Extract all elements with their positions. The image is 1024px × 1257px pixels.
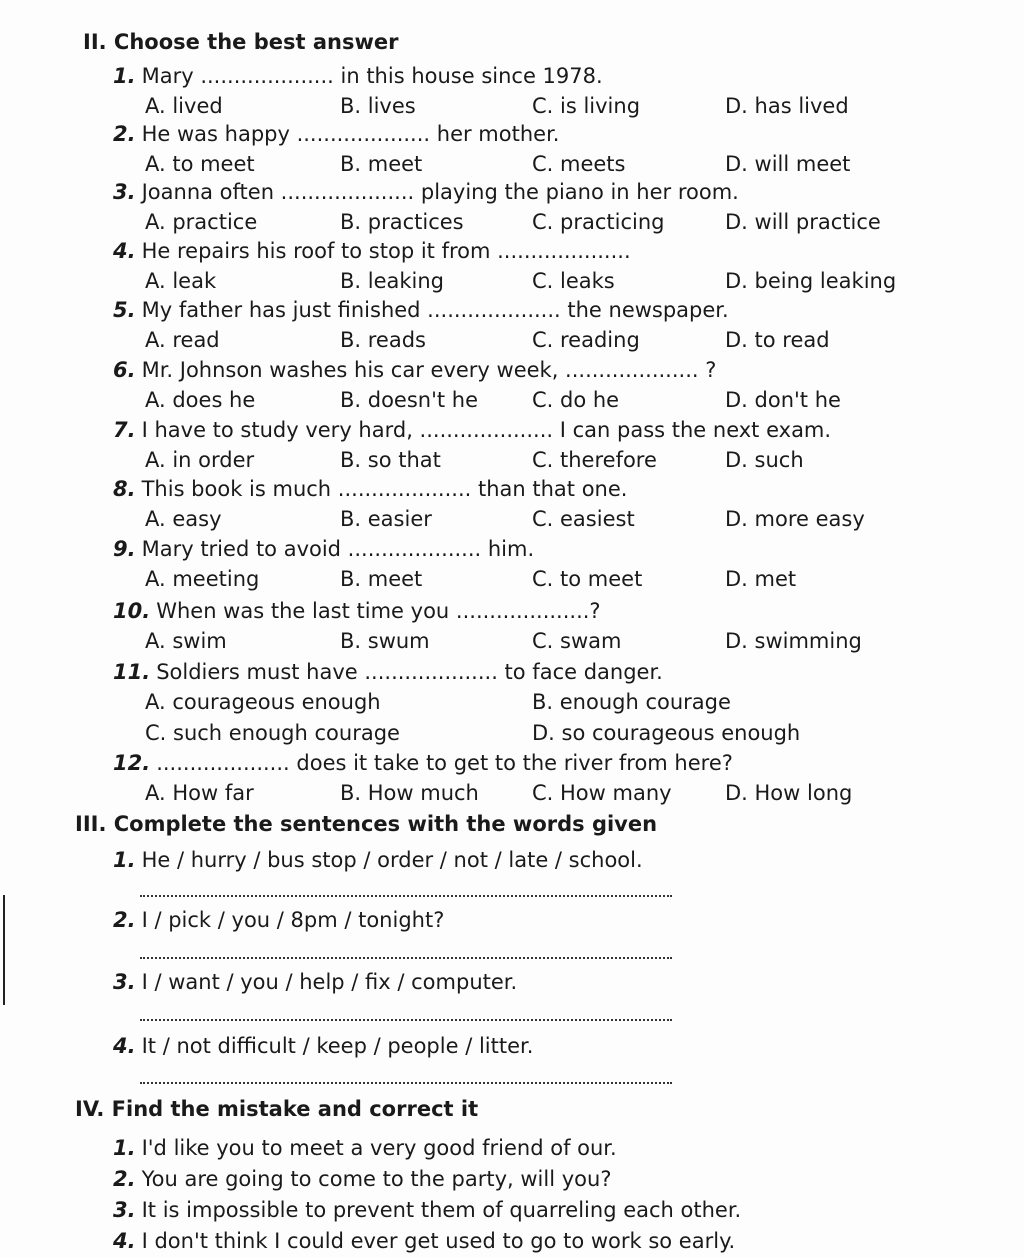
option-a: A. courageous enough (145, 690, 381, 714)
question-1 (113, 64, 933, 124)
question-number: 8. (113, 477, 136, 501)
answer-line[interactable] (140, 1080, 672, 1084)
question-stem: This book is much .................... than that one. (141, 477, 628, 501)
question-number: 7. (113, 418, 136, 442)
question-number: 5. (113, 298, 136, 322)
mistake-item-1 (113, 1136, 617, 1160)
question-stem: Mr. Johnson washes his car every week, .................... ? (141, 358, 717, 382)
option-c: C. is living (532, 94, 641, 118)
option-a: A. swim (145, 629, 227, 653)
option-c: C. practicing (532, 210, 665, 234)
question-stem: When was the last time you ....................? (156, 599, 601, 623)
question-stem: .................... does it take to get to the river from here? (156, 751, 733, 775)
question-number: 9. (113, 537, 136, 561)
question-number: 6. (113, 358, 136, 382)
answer-line[interactable] (140, 1017, 672, 1021)
option-d: D. so courageous enough (532, 721, 801, 745)
section-2-title: II. Choose the best answer (83, 30, 399, 54)
option-b: B. swum (340, 629, 430, 653)
question-3 (113, 180, 933, 240)
option-b: B. reads (340, 328, 426, 352)
sentence-item-4 (113, 1034, 533, 1058)
option-b: B. How much (340, 781, 479, 805)
item-text: I / pick / you / 8pm / tonight? (141, 908, 445, 932)
option-d: D. to read (725, 328, 830, 352)
question-2 (113, 122, 933, 182)
item-number: 1. (113, 1136, 136, 1160)
item-text: I don't think I could ever get used to go to work so early. (141, 1229, 736, 1253)
margin-mark (3, 895, 5, 1005)
option-c: C. meets (532, 152, 626, 176)
item-number: 3. (113, 1198, 136, 1222)
question-stem: He repairs his roof to stop it from .................... (141, 239, 631, 263)
option-a: A. How far (145, 781, 254, 805)
option-a: A. leak (145, 269, 217, 293)
question-8 (113, 477, 933, 537)
item-number: 4. (113, 1034, 136, 1058)
option-c: C. reading (532, 328, 640, 352)
option-c: C. do he (532, 388, 620, 412)
option-d: D. How long (725, 781, 853, 805)
section-3-title: III. Complete the sentences with the words given (75, 812, 658, 836)
option-a: A. to meet (145, 152, 255, 176)
option-b: B. doesn't he (340, 388, 479, 412)
item-number: 3. (113, 970, 136, 994)
option-d: D. more easy (725, 507, 865, 531)
answer-line[interactable] (140, 893, 672, 897)
question-number: 10. (113, 599, 151, 623)
option-c: C. How many (532, 781, 672, 805)
item-text: I'd like you to meet a very good friend of our. (141, 1136, 617, 1160)
answer-line[interactable] (140, 955, 672, 959)
item-number: 1. (113, 848, 136, 872)
option-c: C. therefore (532, 448, 657, 472)
option-d: D. will practice (725, 210, 881, 234)
option-d: D. met (725, 567, 797, 591)
sentence-item-3 (113, 970, 517, 994)
question-5 (113, 298, 933, 358)
option-a: A. practice (145, 210, 258, 234)
question-10 (113, 599, 933, 659)
question-number: 12. (113, 751, 151, 775)
item-text: He / hurry / bus stop / order / not / late / school. (141, 848, 643, 872)
option-d: D. will meet (725, 152, 851, 176)
option-b: B. leaking (340, 269, 445, 293)
option-b: B. enough courage (532, 690, 731, 714)
mistake-item-3 (113, 1198, 741, 1222)
question-7 (113, 418, 933, 478)
option-a: A. lived (145, 94, 223, 118)
question-11 (113, 660, 933, 750)
option-c: C. swam (532, 629, 622, 653)
option-c: C. leaks (532, 269, 615, 293)
question-stem: My father has just finished .................... the newspaper. (141, 298, 729, 322)
option-b: B. practices (340, 210, 464, 234)
item-text: It is impossible to prevent them of quarreling each other. (141, 1198, 742, 1222)
mistake-item-4 (113, 1229, 735, 1253)
option-b: B. so that (340, 448, 441, 472)
option-a: A. meeting (145, 567, 260, 591)
question-stem: Mary .................... in this house since 1978. (141, 64, 603, 88)
question-4 (113, 239, 933, 299)
option-d: D. swimming (725, 629, 862, 653)
option-a: A. in order (145, 448, 255, 472)
option-c: C. easiest (532, 507, 635, 531)
question-number: 11. (113, 660, 151, 684)
item-text: You are going to come to the party, will you? (141, 1167, 612, 1191)
question-number: 2. (113, 122, 136, 146)
question-number: 1. (113, 64, 136, 88)
question-number: 4. (113, 239, 136, 263)
option-c: C. to meet (532, 567, 643, 591)
item-text: It / not difficult / keep / people / litter. (141, 1034, 534, 1058)
sentence-item-1 (113, 848, 643, 872)
option-d: D. such (725, 448, 804, 472)
question-stem: Mary tried to avoid .................... him. (141, 537, 535, 561)
item-number: 4. (113, 1229, 136, 1253)
question-stem: He was happy .................... her mother. (141, 122, 560, 146)
question-6 (113, 358, 933, 418)
option-d: D. being leaking (725, 269, 897, 293)
option-a: A. easy (145, 507, 222, 531)
option-c: C. such enough courage (145, 721, 400, 745)
option-b: B. easier (340, 507, 432, 531)
option-d: D. don't he (725, 388, 841, 412)
mistake-item-2 (113, 1167, 611, 1191)
option-a: A. read (145, 328, 220, 352)
question-stem: Joanna often .................... playing the piano in her room. (141, 180, 739, 204)
option-b: B. lives (340, 94, 416, 118)
question-stem: Soldiers must have .................... to face danger. (156, 660, 663, 684)
question-9 (113, 537, 933, 597)
item-number: 2. (113, 908, 136, 932)
question-number: 3. (113, 180, 136, 204)
question-stem: I have to study very hard, .................... I can pass the next exam. (141, 418, 832, 442)
question-12 (113, 751, 933, 811)
sentence-item-2 (113, 908, 444, 932)
option-d: D. has lived (725, 94, 849, 118)
section-4-title: IV. Find the mistake and correct it (75, 1097, 479, 1121)
option-b: B. meet (340, 567, 423, 591)
option-b: B. meet (340, 152, 423, 176)
item-text: I / want / you / help / fix / computer. (141, 970, 518, 994)
item-number: 2. (113, 1167, 136, 1191)
option-a: A. does he (145, 388, 256, 412)
